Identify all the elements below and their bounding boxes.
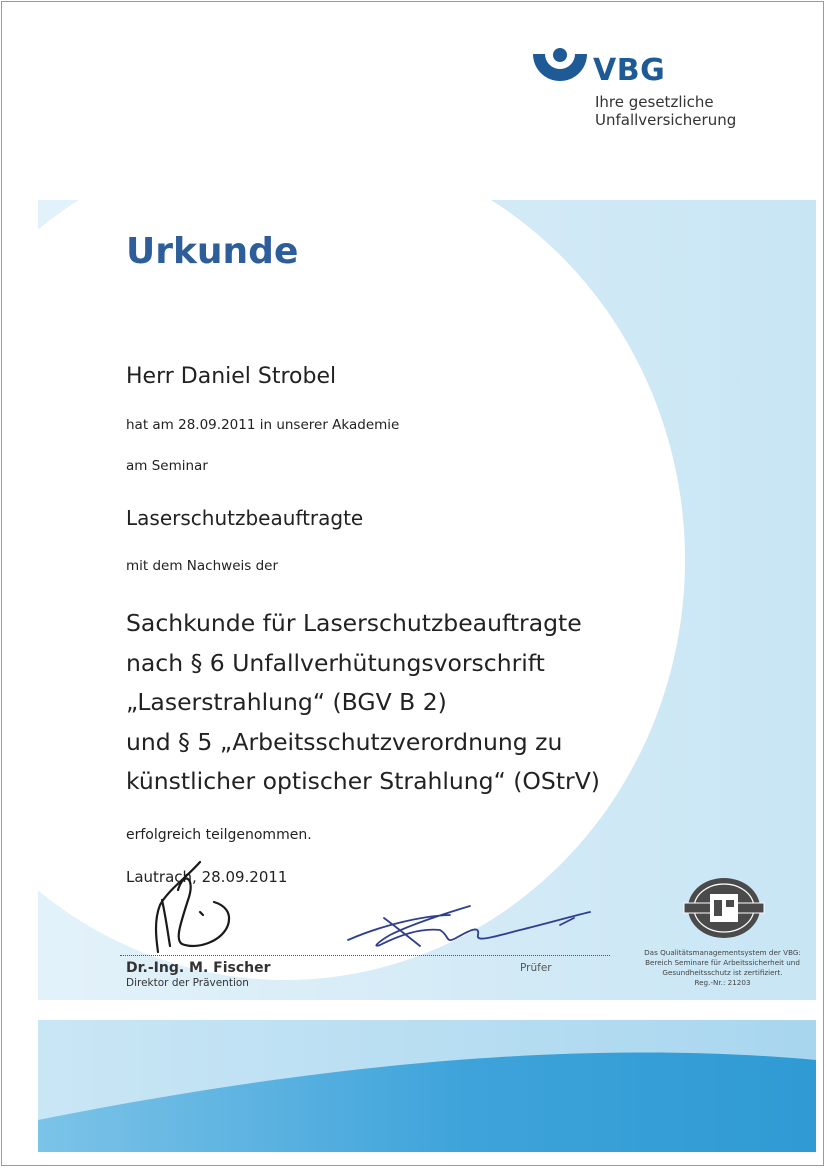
qualification-line: künstlicher optischer Strahlung“ (OStrV)	[126, 767, 600, 795]
completion-line: erfolgreich teilgenommen.	[126, 827, 312, 843]
certification-line: Bereich Seminare für Arbeitssicherheit und	[645, 958, 800, 967]
logo-tagline-1: Ihre gesetzliche	[595, 93, 714, 111]
qualification-line: nach § 6 Unfallverhütungsvorschrift	[126, 648, 545, 677]
logo-tagline-2: Unfallversicherung	[595, 111, 737, 129]
signature-line	[120, 955, 610, 956]
certification-note	[640, 948, 805, 988]
proof-line: mit dem Nachweis der	[126, 558, 279, 574]
signer-name: Dr.-Ing. M. Fischer	[126, 960, 271, 976]
logo-name: VBG	[593, 53, 666, 88]
qualification-line: und § 5 „Arbeitsschutzverordnung zu	[126, 727, 563, 756]
attendance-date-line: hat am 28.09.2011 in unserer Akademie	[126, 417, 400, 433]
certification-line: Gesundheitsschutz ist zertifiziert.	[662, 968, 783, 977]
signer-role: Direktor der Prävention	[126, 977, 249, 989]
certificate-title: Urkunde	[126, 231, 299, 272]
course-name: Laserschutzbeauftragte	[126, 506, 364, 530]
qualification-line: Sachkunde für Laserschutzbeauftragte	[126, 609, 582, 637]
qualification-line: „Laserstrahlung“ (BGV B 2)	[126, 688, 447, 716]
seminar-line: am Seminar	[126, 458, 208, 474]
examiner-label: Prüfer	[520, 962, 552, 974]
vbg-logo	[531, 48, 741, 134]
certification-line: Reg.-Nr.: 21203	[694, 978, 751, 987]
qualification-block	[126, 604, 686, 802]
vbg-emblem-icon	[531, 48, 589, 88]
footer-band	[38, 1020, 816, 1152]
certification-seal-icon	[680, 876, 768, 944]
recipient-name: Herr Daniel Strobel	[126, 364, 337, 389]
place-date: Lautrach, 28.09.2011	[126, 868, 288, 886]
certification-line: Das Qualitätsmanagementsystem der VBG:	[644, 948, 801, 957]
